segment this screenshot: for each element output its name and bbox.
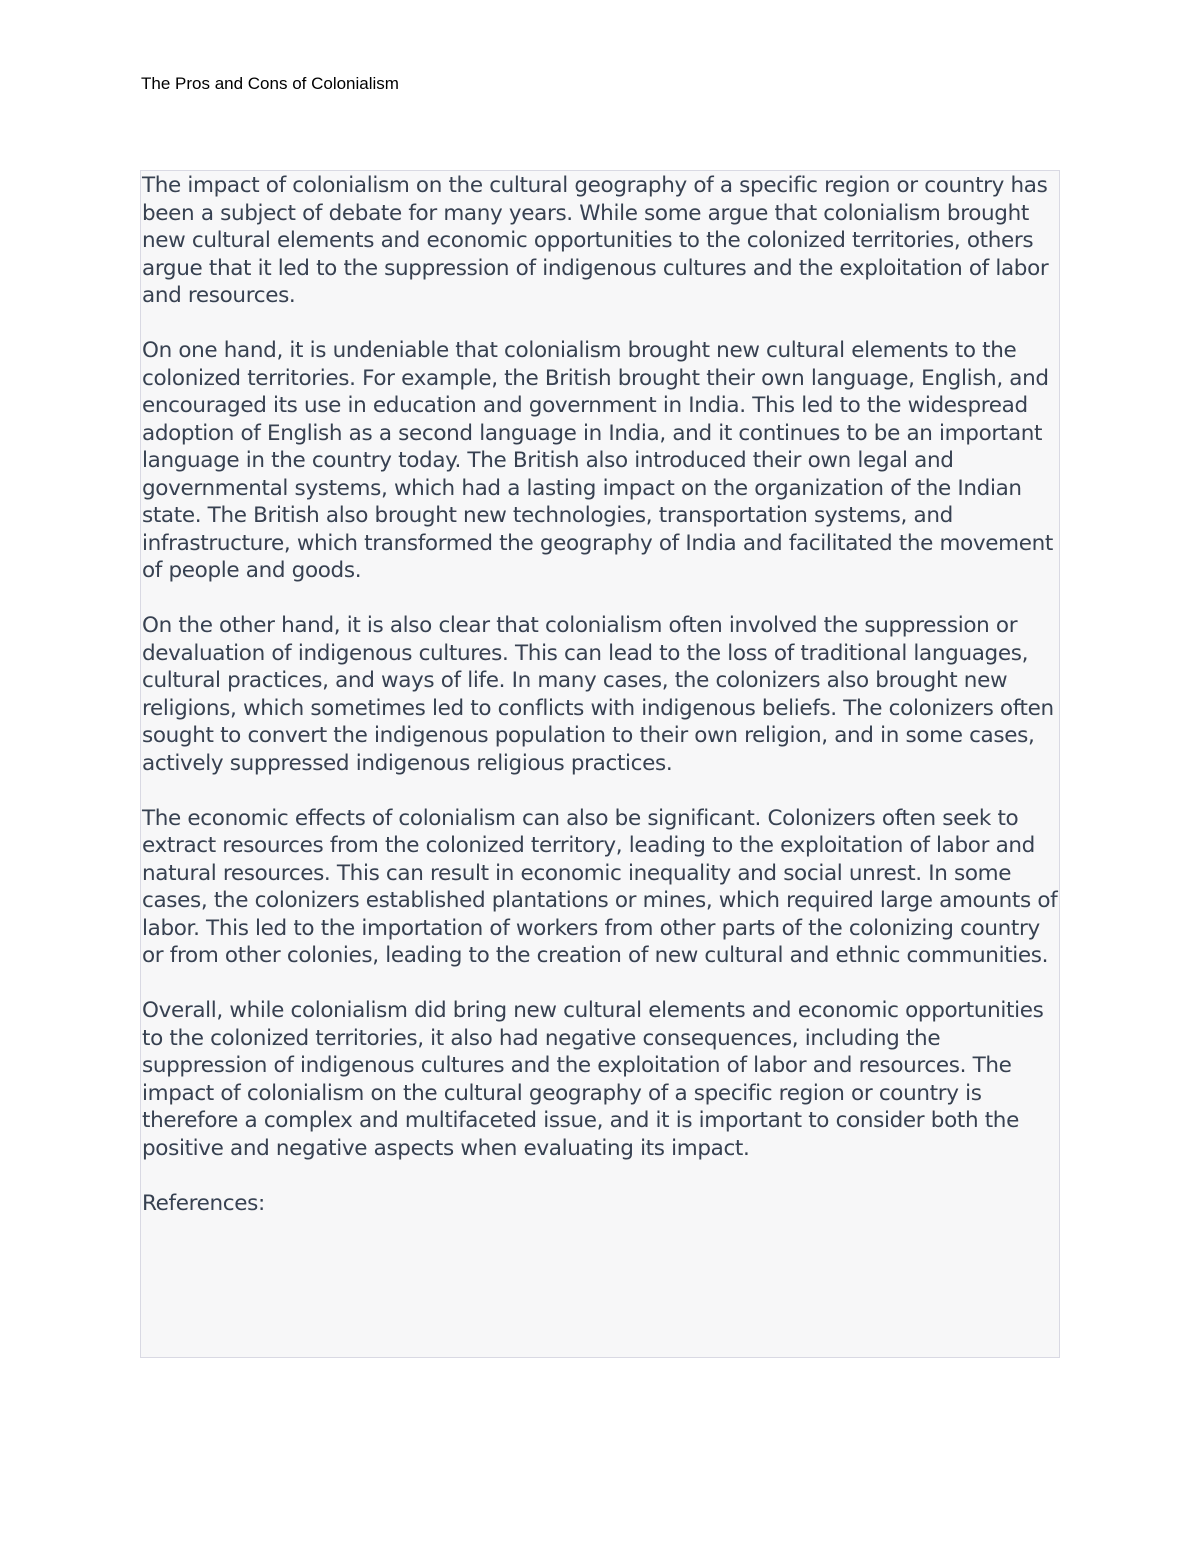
paragraph-economic-effects: The economic effects of colonialism can also be significant. Colonizers often seek to extract resources from the colonized territory, leading to the exploitation of labor and natural resources. This can result in economic inequality and social unrest. In some cases, the colonizers established plantations or mines, which required large amounts of labor. This led to the importation of workers from other parts of the colonizing country or from other colonies, leading to the creation of new cultural and ethnic communities.	[142, 805, 1058, 968]
references-heading: References:	[142, 1190, 265, 1216]
paragraph-positive-culture: On one hand, it is undeniable that colonialism brought new cultural elements to the colonized territories. For example, the British brought their own language, English, and encouraged its use in education and government in India. This led to the widespread adoption of English as a second language in India, and it continues to be an important language in the country today. The British also introduced their own legal and governmental systems, which had a lasting impact on the organization of the Indian state. The British also brought new technologies, transportation systems, and infrastructure, which transformed the geography of India and facilitated the movement of people and goods.	[142, 338, 1053, 583]
paragraph-negative-culture: On the other hand, it is also clear that colonialism often involved the suppression or devaluation of indigenous cultures. This can lead to the loss of traditional languages, cultural practices, and ways of life. In many cases, the colonizers also brought new religions, which sometimes led to conflicts with indigenous beliefs. The colonizers often sought to convert the indigenous population to their own religion, and in some cases, actively suppressed indigenous religious practices.	[142, 613, 1054, 776]
page-header-title: The Pros and Cons of Colonialism	[141, 74, 399, 93]
response-text-box	[140, 170, 1060, 1358]
paragraph-conclusion: Overall, while colonialism did bring new cultural elements and economic opportunities to the colonized territories, it also had negative consequences, including the suppression of indigenous cultures and the exploitation of labor and resources. The impact of colonialism on the cultural geography of a specific region or country is therefore a complex and multifaceted issue, and it is important to consider both the positive and negative aspects when evaluating its impact.	[142, 998, 1044, 1161]
paragraph-intro: The impact of colonialism on the cultural geography of a specific region or country has been a subject of debate for many years. While some argue that colonialism brought new cultural elements and economic opportunities to the colonized territories, others argue that it led to the suppression of indigenous cultures and the exploitation of labor and resources.	[142, 173, 1049, 308]
